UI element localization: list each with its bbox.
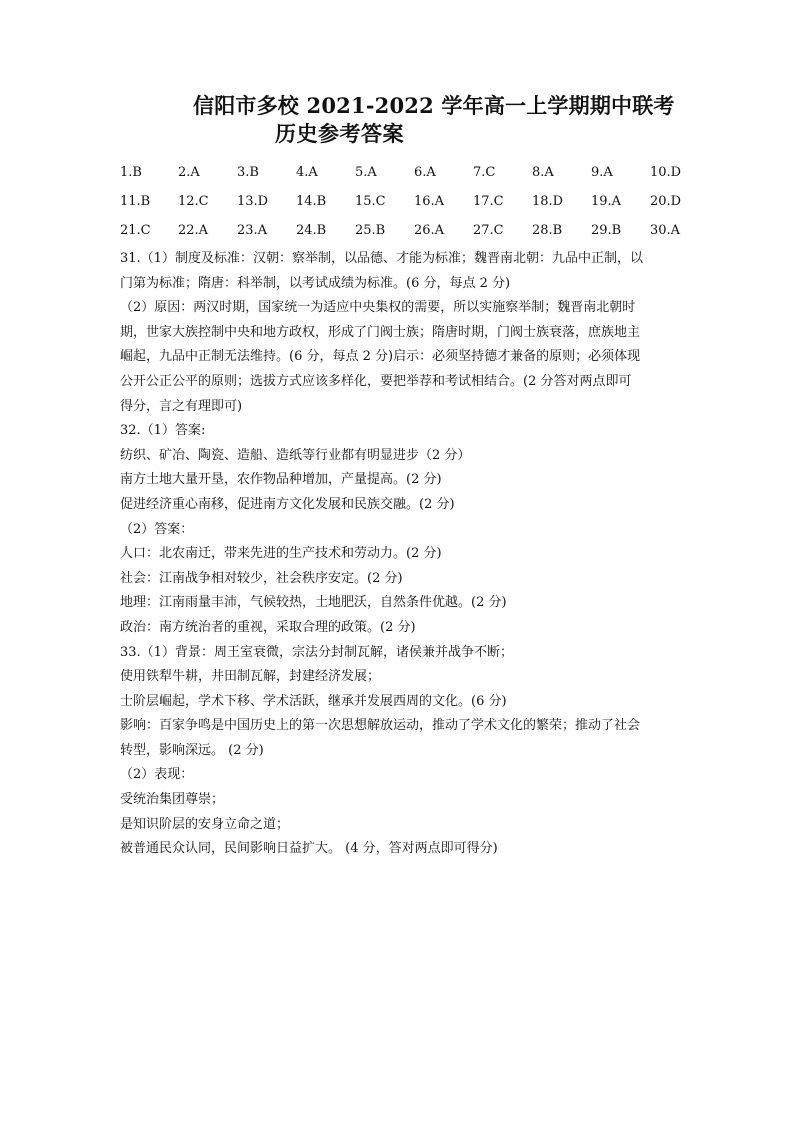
- text-line: （2）答案：: [120, 521, 194, 537]
- answer-item: 24.B: [296, 223, 327, 238]
- text-line: 31.（1）制度及标准：汉朝：察举制，以品德、才能为标准；魏晋南北朝：九品中正制，以: [120, 251, 643, 266]
- text-line: 受统治集团尊崇；: [120, 792, 225, 808]
- answer-item: 4.A: [296, 165, 318, 180]
- answer-item: 20.D: [650, 194, 682, 209]
- answer-item: 22.A: [178, 223, 209, 238]
- document-title: 信阳市多校 2021-2022 学年高一上学期期中联考: [193, 93, 675, 118]
- text-line: 社会：江南战争相对较少，社会秩序安定。(2 分): [120, 570, 403, 586]
- answer-item: 23.A: [237, 223, 268, 238]
- text-line: 使用铁犁牛耕，井田制瓦解，封建经济发展；: [120, 669, 381, 685]
- answer-item: 8.A: [532, 165, 554, 180]
- answer-item: 27.C: [473, 223, 504, 238]
- answer-row: [120, 161, 709, 190]
- text-line: 纺织、矿冶、陶瓷、造船、造纸等行业都有明显进步（2 分）: [120, 447, 471, 463]
- text-line: 转型，影响深远。 (2 分): [120, 742, 264, 758]
- answer-item: 9.A: [591, 165, 613, 180]
- text-line: 是知识阶层的安身立命之道；: [120, 816, 290, 832]
- multiple-choice-answers: [120, 161, 709, 248]
- answer-item: 1.B: [120, 165, 142, 180]
- text-line: 影响：百家争鸣是中国历史上的第一次思想解放运动，推动了学术文化的繁荣；推动了社会: [120, 718, 641, 734]
- text-line: 门第为标准；隋唐：科举制，以考试成绩为标准。(6 分，每点 2 分): [120, 275, 511, 291]
- answer-row: [120, 190, 709, 219]
- text-line: 促进经济重心南移，促进南方文化发展和民族交融。(2 分): [120, 496, 455, 512]
- answer-item: 19.A: [591, 194, 622, 209]
- answer-item: 26.A: [414, 223, 445, 238]
- answer-item: 12.C: [178, 194, 209, 209]
- answer-row: [120, 219, 709, 248]
- text-line: 期，世家大族控制中央和地方政权，形成了门阀士族；隋唐时期，门阀士族衰落，庶族地主: [120, 324, 641, 340]
- answer-item: 11.B: [120, 194, 151, 209]
- answer-item: 5.A: [355, 165, 377, 180]
- answer-item: 18.D: [532, 194, 564, 209]
- answer-item: 3.B: [237, 165, 259, 180]
- answer-item: 2.A: [178, 165, 200, 180]
- answer-item: 29.B: [591, 223, 622, 238]
- answer-item: 30.A: [650, 223, 681, 238]
- answer-item: 17.C: [473, 194, 504, 209]
- text-line: （2）表现：: [120, 767, 194, 783]
- text-line: 被普通民众认同，民间影响日益扩大。 (4 分，答对两点即可得分): [120, 841, 498, 857]
- text-line: 崛起，九品中正制无法维持。(6 分，每点 2 分)启示：必须坚持德才兼备的原则；必须体现: [120, 349, 641, 365]
- text-line: （2）原因：两汉时期，国家统一为适应中央集权的需要，所以实施察举制；魏晋南北朝时: [120, 300, 636, 316]
- text-line: 人口：北农南迁，带来先进的生产技术和劳动力。(2 分): [120, 546, 442, 562]
- text-line: 得分，言之有理即可): [120, 398, 243, 414]
- text-line: 地理：江南雨量丰沛，气候较热，土地肥沃，自然条件优越。(2 分): [120, 595, 507, 611]
- text-line: 32.（1）答案:: [120, 423, 206, 439]
- text-line: 33.（1）背景：周王室衰微，宗法分封制瓦解，诸侯兼并战争不断；: [120, 644, 513, 660]
- answer-item: 14.B: [296, 194, 327, 209]
- answer-item: 6.A: [414, 165, 436, 180]
- answer-item: 15.C: [355, 194, 386, 209]
- text-line: 士阶层崛起，学术下移、学术活跃，继承并发展西周的文化。(6 分): [120, 693, 507, 709]
- answer-item: 16.A: [414, 194, 445, 209]
- text-line: 政治：南方统治者的重视，采取合理的政策。(2 分): [120, 619, 416, 635]
- answer-explanations: [120, 247, 680, 862]
- text-line: 公开公正公平的原则；选拔方式应该多样化，要把举荐和考试相结合。(2 分答对两点即可: [120, 373, 632, 389]
- answer-item: 10.D: [650, 165, 682, 180]
- answer-item: 13.D: [237, 194, 269, 209]
- answer-item: 21.C: [120, 223, 151, 238]
- document-subtitle: 历史参考答案: [275, 121, 404, 146]
- text-line: 南方土地大量开垦，农作物品种增加，产量提高。(2 分): [120, 472, 442, 488]
- answer-item: 25.B: [355, 223, 386, 238]
- answer-item: 28.B: [532, 223, 563, 238]
- answer-item: 7.C: [473, 165, 496, 180]
